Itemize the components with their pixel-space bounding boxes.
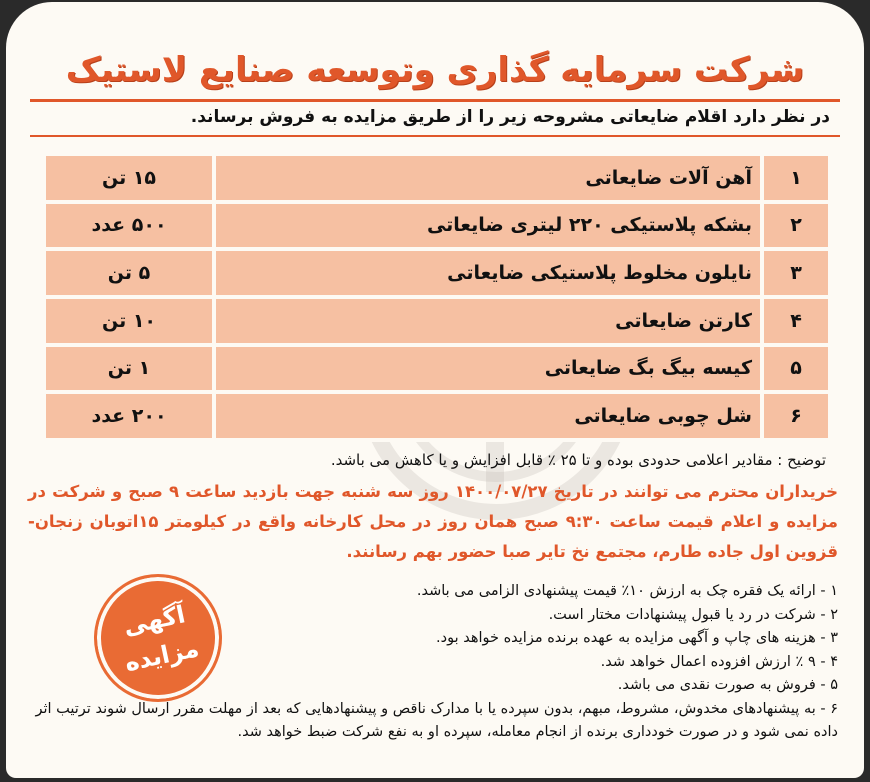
badge-line-1: آگهی [120, 600, 188, 641]
table-note: توضیح : مقادیر اعلامی حدودی بوده و تا ۲۵ ٪ قابل افزایش و یا کاهش می باشد. [330, 451, 826, 469]
table-row [44, 202, 830, 250]
title-divider [30, 99, 840, 102]
company-name: شرکت سرمایه گذاری وتوسعه صنایع لاستیک [65, 50, 805, 90]
item-number: ۳ [762, 249, 830, 297]
item-quantity: ۱۵ تن [44, 154, 214, 202]
item-quantity: ۵۰۰ عدد [44, 202, 214, 250]
condition-item: ۵ - فروش به صورت نقدی می باشد. [617, 677, 838, 693]
item-number: ۶ [762, 392, 830, 440]
badge-line-2: مزایده [122, 634, 202, 678]
items-table [42, 152, 832, 442]
table-row [44, 249, 830, 297]
item-quantity: ۵ تن [44, 249, 214, 297]
table-row [44, 392, 830, 440]
item-name: کارتن ضایعاتی [214, 297, 762, 345]
intro-text: در نظر دارد اقلام ضایعاتی مشروحه زیر را از طریق مزایده به فروش برساند. [190, 107, 830, 127]
condition-item: ۴ - ۹ ٪ ارزش افزوده اعمال خواهد شد. [600, 653, 838, 670]
condition-item: ۶ - به پیشنهادهای مخدوش، مشروط، مبهم، بدون سپرده یا با مدارک ناقص و پیشنهادهایی که بعد از مهلت مقرر ارسال شوند ترتیب اثر داده نمی شود و در صورت خودداری برنده از انجام معامله، سپرده او به نفع شرکت ضبط خواهد شد. [35, 700, 838, 740]
item-name: بشکه پلاستیکی ۲۲۰ لیتری ضایعاتی [214, 202, 762, 250]
condition-item: ۱ - ارائه یک فقره چک به ارزش ۱۰٪ قیمت پیشنهادی الزامی می باشد. [416, 583, 838, 599]
table-row [44, 154, 830, 202]
item-number: ۲ [762, 202, 830, 250]
item-quantity: ۲۰۰ عدد [44, 392, 214, 440]
item-name: نایلون مخلوط پلاستیکی ضایعاتی [214, 249, 762, 297]
condition-item: ۳ - هزینه های چاپ و آگهی مزایده به عهده برنده مزایده خواهد بود. [436, 630, 838, 646]
table-row [44, 345, 830, 393]
table-row [44, 297, 830, 345]
visit-instructions: خریداران محترم می توانند در تاریخ ۱۴۰۰/۰۷/۲۷ روز سه شنبه جهت بازدید ساعت ۹ صبح و شرکت در مزایده و اعلام قیمت ساعت ۹:۳۰ صبح همان روز در محل کارخانه واقع در کیلومتر ۱۵اتوبان زنجان-قزوین اول جاده طارم، مجتمع نخ تایر صبا حضور بهم رسانند. [28, 482, 839, 561]
item-quantity: ۱۰ تن [44, 297, 214, 345]
intro-divider [30, 135, 840, 137]
item-name: کیسه بیگ بگ ضایعاتی [214, 345, 762, 393]
condition-item: ۲ - شرکت در رد یا قبول پیشنهادات مختار است. [548, 606, 838, 623]
item-number: ۴ [762, 297, 830, 345]
item-name: آهن آلات ضایعاتی [214, 154, 762, 202]
advertisement-card [6, 2, 864, 778]
item-number: ۱ [762, 154, 830, 202]
item-quantity: ۱ تن [44, 345, 214, 393]
item-name: شل چوبی ضایعاتی [214, 392, 762, 440]
item-number: ۵ [762, 345, 830, 393]
